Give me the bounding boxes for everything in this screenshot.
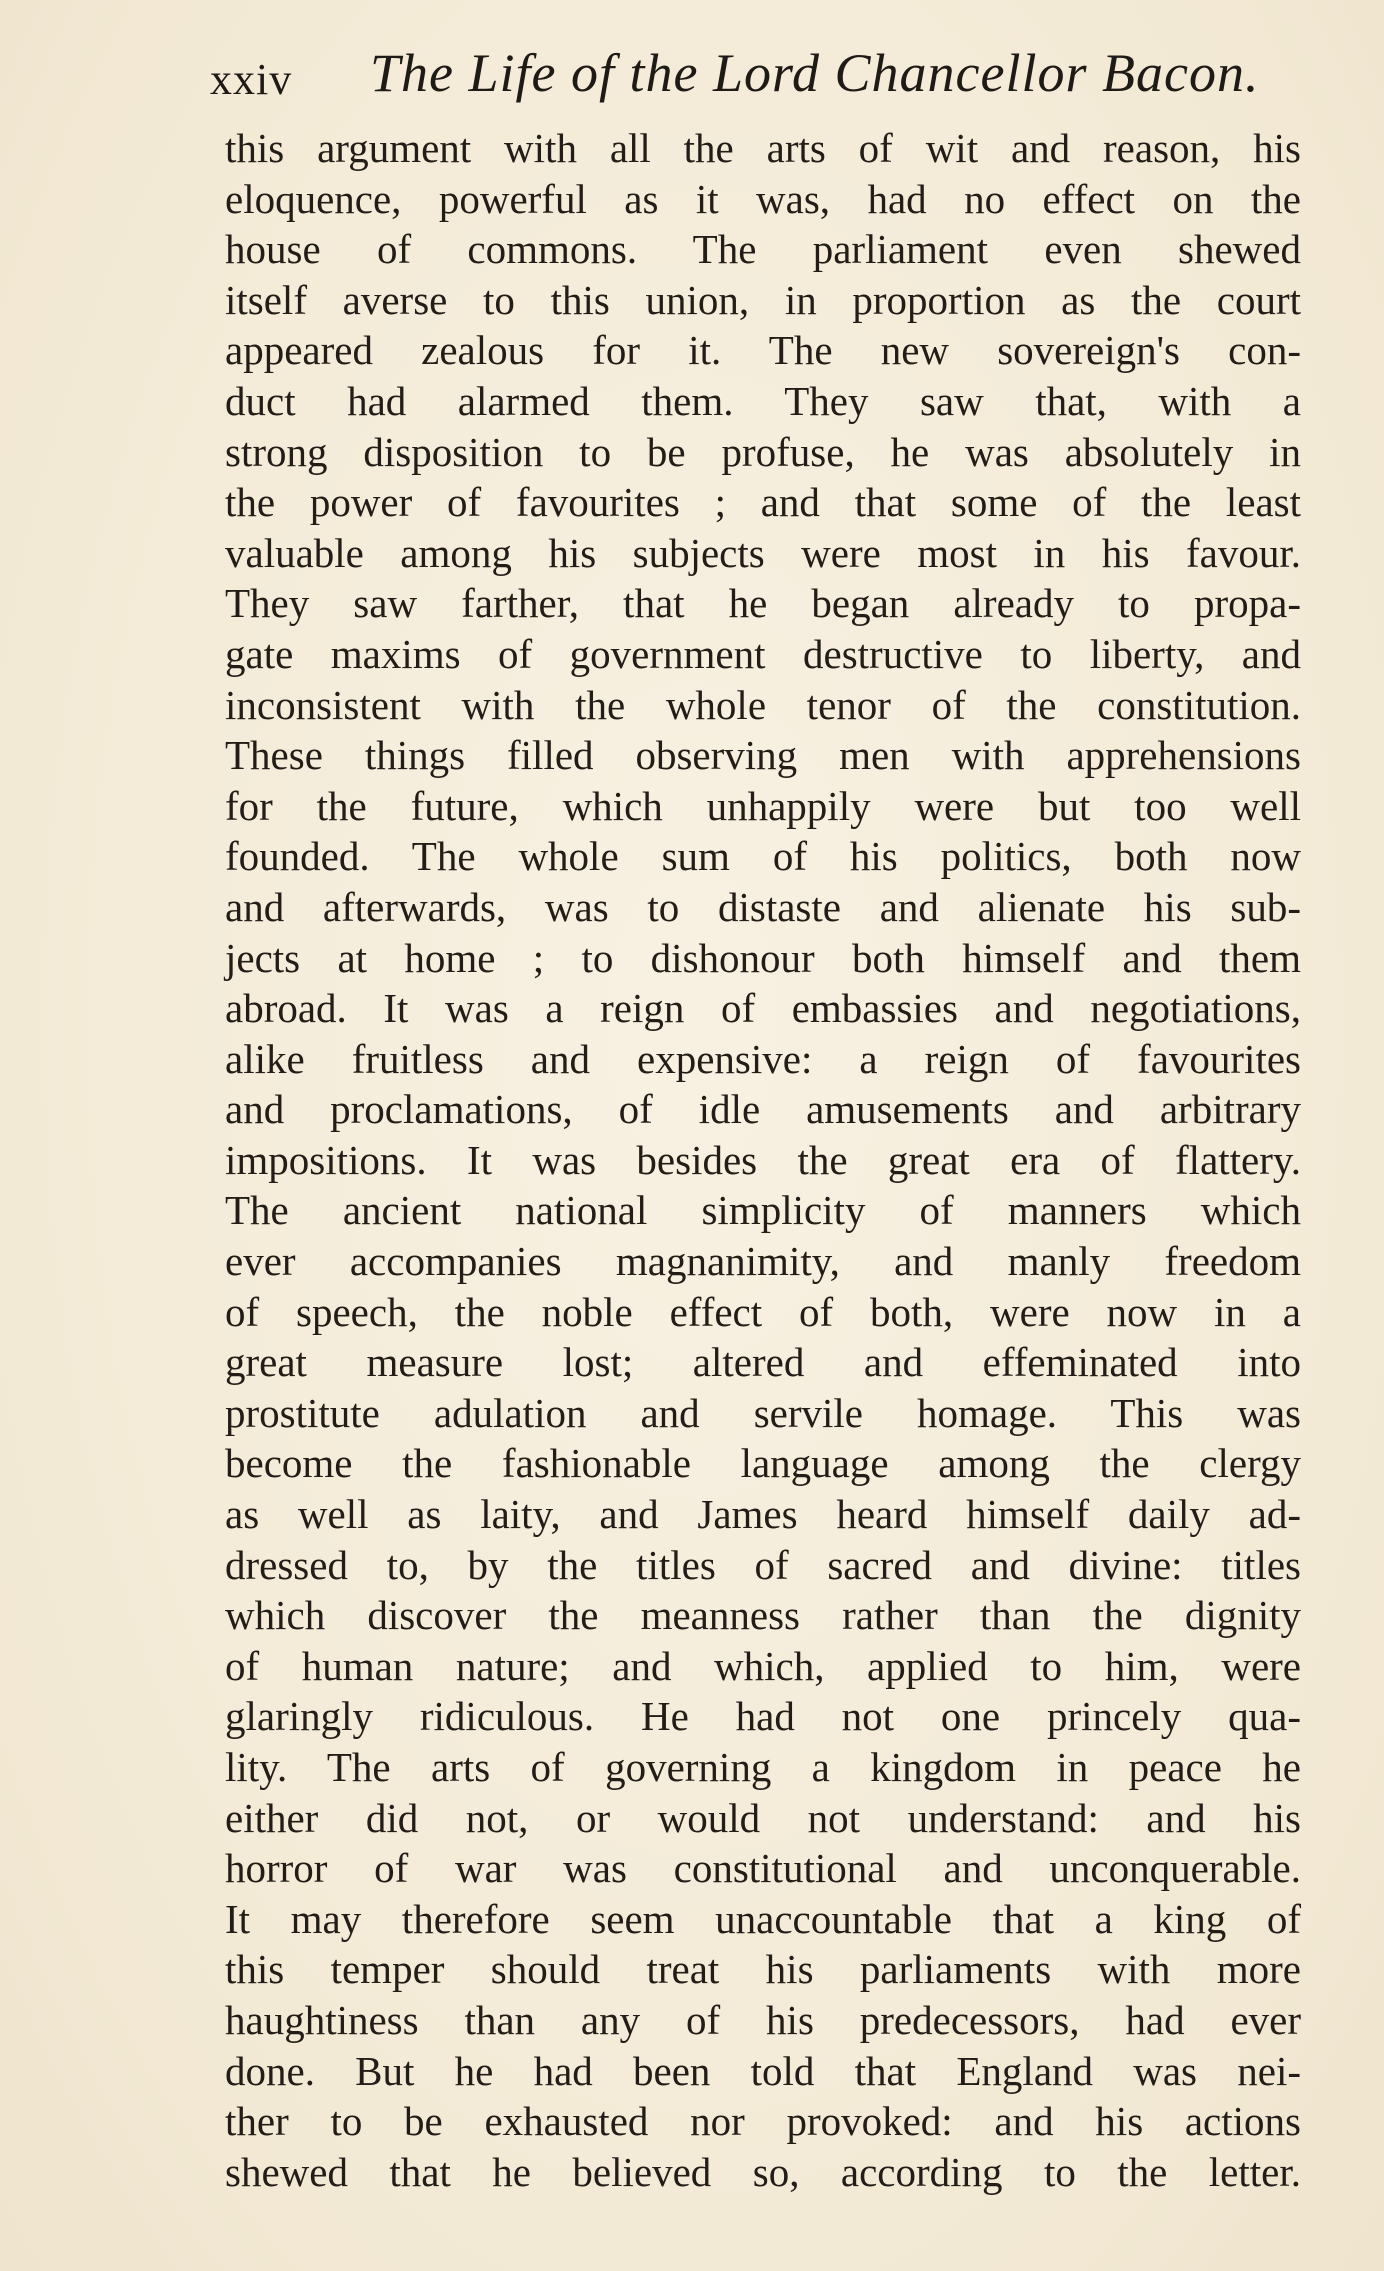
text-line: haughtiness than any of his predecessors, had ever xyxy=(225,1996,1301,2043)
text-line: abroad. It was a reign of embassies and negotiations, xyxy=(225,985,1301,1032)
text-line: done. But he had been told that England was nei- xyxy=(225,2047,1301,2094)
text-line: The ancient national simplicity of manners which xyxy=(225,1187,1301,1234)
text-line: alike fruitless and expensive: a reign of favourites xyxy=(225,1035,1301,1082)
text-line: eloquence, powerful as it was, had no effect on the xyxy=(225,175,1301,222)
text-line: ther to be exhausted nor provoked: and his actions xyxy=(225,2098,1301,2145)
text-line: impositions. It was besides the great era of flattery. xyxy=(225,1136,1301,1183)
text-line: appeared zealous for it. The new sovereign's con- xyxy=(225,327,1301,374)
text-line: this argument with all the arts of wit and reason, his xyxy=(225,125,1301,171)
text-line: of human nature; and which, applied to him, were xyxy=(225,1642,1301,1689)
text-line: house of commons. The parliament even shewed xyxy=(225,226,1301,273)
text-line: These things filled observing men with apprehensions xyxy=(225,732,1301,779)
text-line: and afterwards, was to distaste and alienate his sub- xyxy=(225,883,1301,930)
text-line: and proclamations, of idle amusements and arbitrary xyxy=(225,1086,1301,1133)
text-line: dressed to, by the titles of sacred and divine: titles xyxy=(225,1541,1301,1588)
text-line: They saw farther, that he began already to propa- xyxy=(225,580,1301,627)
text-line: prostitute adulation and servile homage. This was xyxy=(225,1389,1301,1436)
text-line: itself averse to this union, in proportion as the court xyxy=(225,276,1301,323)
text-line: which discover the meanness rather than the dignity xyxy=(225,1592,1301,1639)
text-line: great measure lost; altered and effeminated into xyxy=(225,1339,1301,1386)
page-number: xxiv xyxy=(210,55,293,104)
text-line: this temper should treat his parliaments with more xyxy=(225,1946,1301,1993)
text-line: glaringly ridiculous. He had not one princely qua- xyxy=(225,1693,1301,1740)
text-line: either did not, or would not understand: and his xyxy=(225,1794,1301,1841)
text-line: jects at home ; to dishonour both himself and them xyxy=(225,934,1301,981)
text-line: shewed that he believed so, according to the letter. xyxy=(225,2148,1301,2195)
text-line: gate maxims of government destructive to liberty, and xyxy=(225,630,1301,677)
running-title: The Life of the Lord Chancellor Bacon. xyxy=(370,43,1260,103)
text-line: inconsistent with the whole tenor of the constitution. xyxy=(225,681,1301,728)
text-line: as well as laity, and James heard himself daily ad- xyxy=(225,1491,1301,1538)
text-line: lity. The arts of governing a kingdom in peace he xyxy=(225,1744,1301,1790)
body-text xyxy=(225,123,1301,2197)
text-line: for the future, which unhappily were but too well xyxy=(225,782,1301,829)
text-line: valuable among his subjects were most in his favour. xyxy=(225,529,1301,576)
text-line: It may therefore seem unaccountable that a king of xyxy=(225,1895,1301,1942)
page-header xyxy=(210,42,1260,112)
text-line: strong disposition to be profuse, he was absolutely in xyxy=(225,428,1301,475)
text-line: horror of war was constitutional and unconquerable. xyxy=(225,1845,1301,1892)
text-line: the power of favourites ; and that some of the least xyxy=(225,479,1301,526)
text-line: become the fashionable language among the clergy xyxy=(225,1440,1301,1487)
text-line: founded. The whole sum of his politics, both now xyxy=(225,833,1301,880)
text-line: of speech, the noble effect of both, were now in a xyxy=(225,1288,1301,1335)
text-line: duct had alarmed them. They saw that, with a xyxy=(225,377,1301,424)
text-line: ever accompanies magnanimity, and manly freedom xyxy=(225,1238,1301,1285)
